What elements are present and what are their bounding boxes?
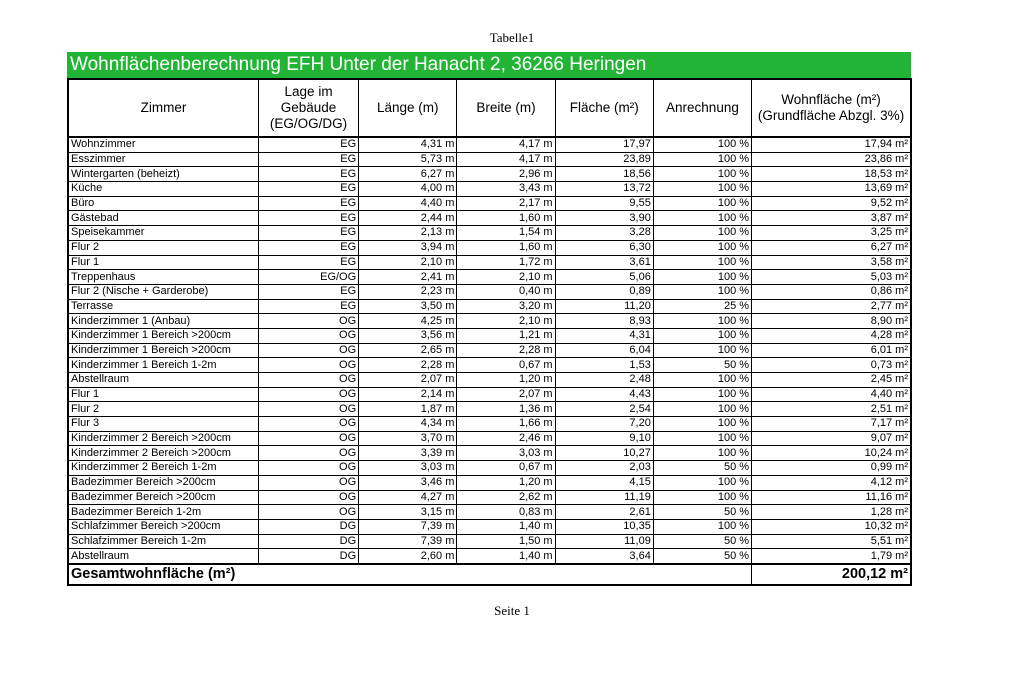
table-row — [68, 461, 911, 476]
cell-anrechnung: 100 % — [653, 167, 751, 182]
cell-breite: 1,21 m — [457, 328, 555, 343]
cell-lage: OG — [258, 373, 358, 388]
cell-anrechnung: 50 % — [653, 549, 751, 564]
cell-lage: EG — [258, 211, 358, 226]
cell-laenge: 2,41 m — [359, 270, 457, 285]
cell-laenge: 3,70 m — [359, 431, 457, 446]
total-label: Gesamtwohnfläche (m²) — [68, 564, 359, 585]
cell-flaeche: 3,61 — [555, 255, 653, 270]
cell-zimmer: Flur 1 — [68, 387, 258, 402]
cell-laenge: 3,15 m — [359, 505, 457, 520]
cell-zimmer: Flur 2 — [68, 240, 258, 255]
cell-laenge: 1,87 m — [359, 402, 457, 417]
col-header-anrechnung: Anrechnung — [653, 79, 751, 137]
cell-lage: OG — [258, 505, 358, 520]
cell-flaeche: 11,19 — [555, 490, 653, 505]
cell-anrechnung: 100 % — [653, 196, 751, 211]
cell-lage: EG — [258, 299, 358, 314]
cell-lage: EG — [258, 255, 358, 270]
cell-anrechnung: 100 % — [653, 152, 751, 167]
cell-flaeche: 0,89 — [555, 284, 653, 299]
total-row — [68, 564, 911, 585]
cell-wohnflaeche: 7,17 m² — [752, 417, 911, 432]
cell-lage: OG — [258, 490, 358, 505]
cell-zimmer: Badezimmer Bereich 1-2m — [68, 505, 258, 520]
cell-laenge: 2,65 m — [359, 343, 457, 358]
table-row — [68, 505, 911, 520]
cell-lage: OG — [258, 387, 358, 402]
cell-anrechnung: 100 % — [653, 328, 751, 343]
cell-wohnflaeche: 6,27 m² — [752, 240, 911, 255]
cell-anrechnung: 50 % — [653, 461, 751, 476]
cell-laenge: 6,27 m — [359, 167, 457, 182]
cell-anrechnung: 100 % — [653, 314, 751, 329]
cell-wohnflaeche: 4,40 m² — [752, 387, 911, 402]
cell-wohnflaeche: 10,24 m² — [752, 446, 911, 461]
cell-flaeche: 2,03 — [555, 461, 653, 476]
cell-wohnflaeche: 4,12 m² — [752, 475, 911, 490]
cell-flaeche: 1,53 — [555, 358, 653, 373]
cell-zimmer: Kinderzimmer 1 Bereich >200cm — [68, 343, 258, 358]
cell-laenge: 3,56 m — [359, 328, 457, 343]
cell-zimmer: Gästebad — [68, 211, 258, 226]
cell-zimmer: Flur 3 — [68, 417, 258, 432]
cell-flaeche: 6,30 — [555, 240, 653, 255]
cell-laenge: 2,13 m — [359, 226, 457, 241]
cell-lage: EG — [258, 284, 358, 299]
cell-laenge: 5,73 m — [359, 152, 457, 167]
cell-anrechnung: 100 % — [653, 226, 751, 241]
table-row — [68, 240, 911, 255]
cell-anrechnung: 100 % — [653, 387, 751, 402]
cell-zimmer: Abstellraum — [68, 373, 258, 388]
cell-wohnflaeche: 9,52 m² — [752, 196, 911, 211]
cell-breite: 1,60 m — [457, 211, 555, 226]
cell-lage: OG — [258, 461, 358, 476]
cell-lage: OG — [258, 446, 358, 461]
table-row — [68, 519, 911, 534]
cell-breite: 1,40 m — [457, 519, 555, 534]
cell-zimmer: Kinderzimmer 1 Bereich 1-2m — [68, 358, 258, 373]
cell-flaeche: 4,15 — [555, 475, 653, 490]
cell-flaeche: 2,48 — [555, 373, 653, 388]
cell-wohnflaeche: 11,16 m² — [752, 490, 911, 505]
cell-lage: EG — [258, 167, 358, 182]
cell-anrechnung: 50 % — [653, 534, 751, 549]
cell-zimmer: Speisekammer — [68, 226, 258, 241]
table-body — [68, 137, 911, 564]
cell-wohnflaeche: 5,03 m² — [752, 270, 911, 285]
table-row — [68, 402, 911, 417]
cell-lage: EG — [258, 182, 358, 197]
cell-lage: OG — [258, 417, 358, 432]
page-footer: Seite 1 — [494, 603, 530, 618]
cell-breite: 4,17 m — [457, 137, 555, 152]
cell-wohnflaeche: 5,51 m² — [752, 534, 911, 549]
cell-flaeche: 11,20 — [555, 299, 653, 314]
cell-wohnflaeche: 8,90 m² — [752, 314, 911, 329]
col-header-wohnflaeche: Wohnfläche (m²) (Grundfläche Abzgl. 3%) — [752, 79, 911, 137]
cell-breite: 3,20 m — [457, 299, 555, 314]
cell-zimmer: Terrasse — [68, 299, 258, 314]
cell-lage: OG — [258, 343, 358, 358]
cell-flaeche: 18,56 — [555, 167, 653, 182]
cell-anrechnung: 100 % — [653, 446, 751, 461]
cell-breite: 0,83 m — [457, 505, 555, 520]
table-row — [68, 490, 911, 505]
cell-zimmer: Kinderzimmer 1 (Anbau) — [68, 314, 258, 329]
cell-breite: 0,67 m — [457, 358, 555, 373]
cell-breite: 2,28 m — [457, 343, 555, 358]
table-row — [68, 446, 911, 461]
cell-anrechnung: 100 % — [653, 270, 751, 285]
cell-breite: 2,10 m — [457, 314, 555, 329]
cell-wohnflaeche: 3,87 m² — [752, 211, 911, 226]
table-row — [68, 417, 911, 432]
table-row — [68, 284, 911, 299]
table-row — [68, 475, 911, 490]
cell-zimmer: Abstellraum — [68, 549, 258, 564]
cell-zimmer: Treppenhaus — [68, 270, 258, 285]
cell-anrechnung: 100 % — [653, 182, 751, 197]
cell-zimmer: Wintergarten (beheizt) — [68, 167, 258, 182]
cell-breite: 1,40 m — [457, 549, 555, 564]
cell-laenge: 4,40 m — [359, 196, 457, 211]
cell-laenge: 3,50 m — [359, 299, 457, 314]
cell-wohnflaeche: 1,79 m² — [752, 549, 911, 564]
cell-anrechnung: 100 % — [653, 490, 751, 505]
cell-lage: EG — [258, 226, 358, 241]
cell-anrechnung: 100 % — [653, 519, 751, 534]
cell-zimmer: Flur 2 — [68, 402, 258, 417]
cell-zimmer: Flur 2 (Nische + Garderobe) — [68, 284, 258, 299]
cell-lage: DG — [258, 519, 358, 534]
cell-zimmer: Küche — [68, 182, 258, 197]
cell-anrechnung: 100 % — [653, 240, 751, 255]
cell-laenge: 2,44 m — [359, 211, 457, 226]
table-row — [68, 196, 911, 211]
cell-breite: 1,20 m — [457, 475, 555, 490]
cell-breite: 1,50 m — [457, 534, 555, 549]
cell-wohnflaeche: 2,51 m² — [752, 402, 911, 417]
cell-flaeche: 3,28 — [555, 226, 653, 241]
cell-flaeche: 2,61 — [555, 505, 653, 520]
cell-flaeche: 8,93 — [555, 314, 653, 329]
cell-breite: 2,62 m — [457, 490, 555, 505]
cell-zimmer: Flur 1 — [68, 255, 258, 270]
cell-anrechnung: 100 % — [653, 402, 751, 417]
cell-wohnflaeche: 17,94 m² — [752, 137, 911, 152]
table-row — [68, 270, 911, 285]
cell-zimmer: Wohnzimmer — [68, 137, 258, 152]
col-header-flaeche: Fläche (m²) — [555, 79, 653, 137]
cell-flaeche: 4,31 — [555, 328, 653, 343]
cell-zimmer: Büro — [68, 196, 258, 211]
cell-lage: DG — [258, 549, 358, 564]
cell-lage: EG — [258, 152, 358, 167]
cell-laenge: 7,39 m — [359, 534, 457, 549]
cell-breite: 1,20 m — [457, 373, 555, 388]
table-row — [68, 152, 911, 167]
table-row — [68, 549, 911, 564]
cell-lage: EG — [258, 137, 358, 152]
cell-wohnflaeche: 0,86 m² — [752, 284, 911, 299]
cell-flaeche: 11,09 — [555, 534, 653, 549]
cell-flaeche: 9,10 — [555, 431, 653, 446]
cell-wohnflaeche: 10,32 m² — [752, 519, 911, 534]
cell-anrechnung: 100 % — [653, 284, 751, 299]
cell-lage: DG — [258, 534, 358, 549]
cell-lage: EG/OG — [258, 270, 358, 285]
cell-laenge: 2,10 m — [359, 255, 457, 270]
cell-lage: OG — [258, 475, 358, 490]
cell-laenge: 2,23 m — [359, 284, 457, 299]
cell-zimmer: Schlafzimmer Bereich 1-2m — [68, 534, 258, 549]
cell-wohnflaeche: 18,53 m² — [752, 167, 911, 182]
cell-breite: 1,72 m — [457, 255, 555, 270]
table-row — [68, 431, 911, 446]
table-row — [68, 534, 911, 549]
cell-wohnflaeche: 3,25 m² — [752, 226, 911, 241]
cell-wohnflaeche: 9,07 m² — [752, 431, 911, 446]
cell-wohnflaeche: 0,73 m² — [752, 358, 911, 373]
cell-lage: OG — [258, 328, 358, 343]
cell-breite: 0,67 m — [457, 461, 555, 476]
cell-flaeche: 23,89 — [555, 152, 653, 167]
cell-zimmer: Kinderzimmer 1 Bereich >200cm — [68, 328, 258, 343]
cell-anrechnung: 25 % — [653, 299, 751, 314]
cell-laenge: 4,34 m — [359, 417, 457, 432]
cell-flaeche: 6,04 — [555, 343, 653, 358]
table-row — [68, 182, 911, 197]
cell-zimmer: Schlafzimmer Bereich >200cm — [68, 519, 258, 534]
total-spacer — [359, 564, 752, 585]
cell-laenge: 2,28 m — [359, 358, 457, 373]
cell-anrechnung: 100 % — [653, 373, 751, 388]
cell-wohnflaeche: 6,01 m² — [752, 343, 911, 358]
cell-flaeche: 4,43 — [555, 387, 653, 402]
table-row — [68, 226, 911, 241]
cell-lage: OG — [258, 431, 358, 446]
cell-anrechnung: 100 % — [653, 255, 751, 270]
cell-breite: 2,10 m — [457, 270, 555, 285]
cell-flaeche: 5,06 — [555, 270, 653, 285]
cell-breite: 1,60 m — [457, 240, 555, 255]
cell-zimmer: Kinderzimmer 2 Bereich >200cm — [68, 431, 258, 446]
cell-laenge: 2,60 m — [359, 549, 457, 564]
cell-wohnflaeche: 13,69 m² — [752, 182, 911, 197]
cell-flaeche: 3,64 — [555, 549, 653, 564]
cell-breite: 1,36 m — [457, 402, 555, 417]
cell-laenge: 4,31 m — [359, 137, 457, 152]
col-header-zimmer: Zimmer — [68, 79, 258, 137]
cell-laenge: 3,39 m — [359, 446, 457, 461]
table-row — [68, 255, 911, 270]
page-header: Tabelle1 — [489, 30, 535, 45]
cell-flaeche: 2,54 — [555, 402, 653, 417]
table-title: Wohnflächenberechnung EFH Unter der Hanacht 2, 36266 Heringen — [67, 52, 911, 78]
cell-flaeche: 10,35 — [555, 519, 653, 534]
cell-wohnflaeche: 23,86 m² — [752, 152, 911, 167]
cell-laenge: 7,39 m — [359, 519, 457, 534]
cell-flaeche: 10,27 — [555, 446, 653, 461]
table-row — [68, 358, 911, 373]
cell-wohnflaeche: 4,28 m² — [752, 328, 911, 343]
cell-flaeche: 17,97 — [555, 137, 653, 152]
cell-flaeche: 9,55 — [555, 196, 653, 211]
cell-laenge: 3,46 m — [359, 475, 457, 490]
cell-flaeche: 7,20 — [555, 417, 653, 432]
cell-anrechnung: 100 % — [653, 343, 751, 358]
cell-laenge: 4,00 m — [359, 182, 457, 197]
cell-wohnflaeche: 2,77 m² — [752, 299, 911, 314]
cell-breite: 2,07 m — [457, 387, 555, 402]
cell-laenge: 4,25 m — [359, 314, 457, 329]
cell-zimmer: Badezimmer Bereich >200cm — [68, 475, 258, 490]
cell-flaeche: 13,72 — [555, 182, 653, 197]
cell-lage: EG — [258, 240, 358, 255]
cell-breite: 4,17 m — [457, 152, 555, 167]
table-row — [68, 314, 911, 329]
total-value: 200,12 m² — [752, 564, 911, 585]
table-row — [68, 167, 911, 182]
living-area-table — [67, 78, 912, 586]
cell-wohnflaeche: 2,45 m² — [752, 373, 911, 388]
cell-flaeche: 3,90 — [555, 211, 653, 226]
cell-laenge: 4,27 m — [359, 490, 457, 505]
cell-wohnflaeche: 0,99 m² — [752, 461, 911, 476]
cell-breite: 1,54 m — [457, 226, 555, 241]
cell-zimmer: Kinderzimmer 2 Bereich >200cm — [68, 446, 258, 461]
cell-breite: 3,03 m — [457, 446, 555, 461]
table-row — [68, 343, 911, 358]
cell-anrechnung: 100 % — [653, 417, 751, 432]
cell-lage: OG — [258, 314, 358, 329]
table-row — [68, 328, 911, 343]
cell-breite: 2,46 m — [457, 431, 555, 446]
cell-lage: OG — [258, 402, 358, 417]
cell-anrechnung: 100 % — [653, 211, 751, 226]
cell-lage: OG — [258, 358, 358, 373]
col-header-laenge: Länge (m) — [359, 79, 457, 137]
cell-laenge: 2,14 m — [359, 387, 457, 402]
table-row — [68, 387, 911, 402]
cell-laenge: 2,07 m — [359, 373, 457, 388]
cell-zimmer: Kinderzimmer 2 Bereich 1-2m — [68, 461, 258, 476]
cell-anrechnung: 100 % — [653, 475, 751, 490]
cell-anrechnung: 50 % — [653, 505, 751, 520]
cell-wohnflaeche: 3,58 m² — [752, 255, 911, 270]
cell-breite: 1,66 m — [457, 417, 555, 432]
cell-zimmer: Esszimmer — [68, 152, 258, 167]
table-row — [68, 137, 911, 152]
header-row — [68, 79, 911, 137]
cell-anrechnung: 100 % — [653, 137, 751, 152]
table-row — [68, 211, 911, 226]
cell-breite: 2,96 m — [457, 167, 555, 182]
table-row — [68, 299, 911, 314]
cell-zimmer: Badezimmer Bereich >200cm — [68, 490, 258, 505]
col-header-breite: Breite (m) — [457, 79, 555, 137]
cell-wohnflaeche: 1,28 m² — [752, 505, 911, 520]
cell-breite: 3,43 m — [457, 182, 555, 197]
table-row — [68, 373, 911, 388]
cell-laenge: 3,94 m — [359, 240, 457, 255]
cell-breite: 2,17 m — [457, 196, 555, 211]
cell-anrechnung: 100 % — [653, 431, 751, 446]
cell-laenge: 3,03 m — [359, 461, 457, 476]
col-header-lage: Lage im Gebäude (EG/OG/DG) — [258, 79, 358, 137]
cell-lage: EG — [258, 196, 358, 211]
cell-breite: 0,40 m — [457, 284, 555, 299]
cell-anrechnung: 50 % — [653, 358, 751, 373]
